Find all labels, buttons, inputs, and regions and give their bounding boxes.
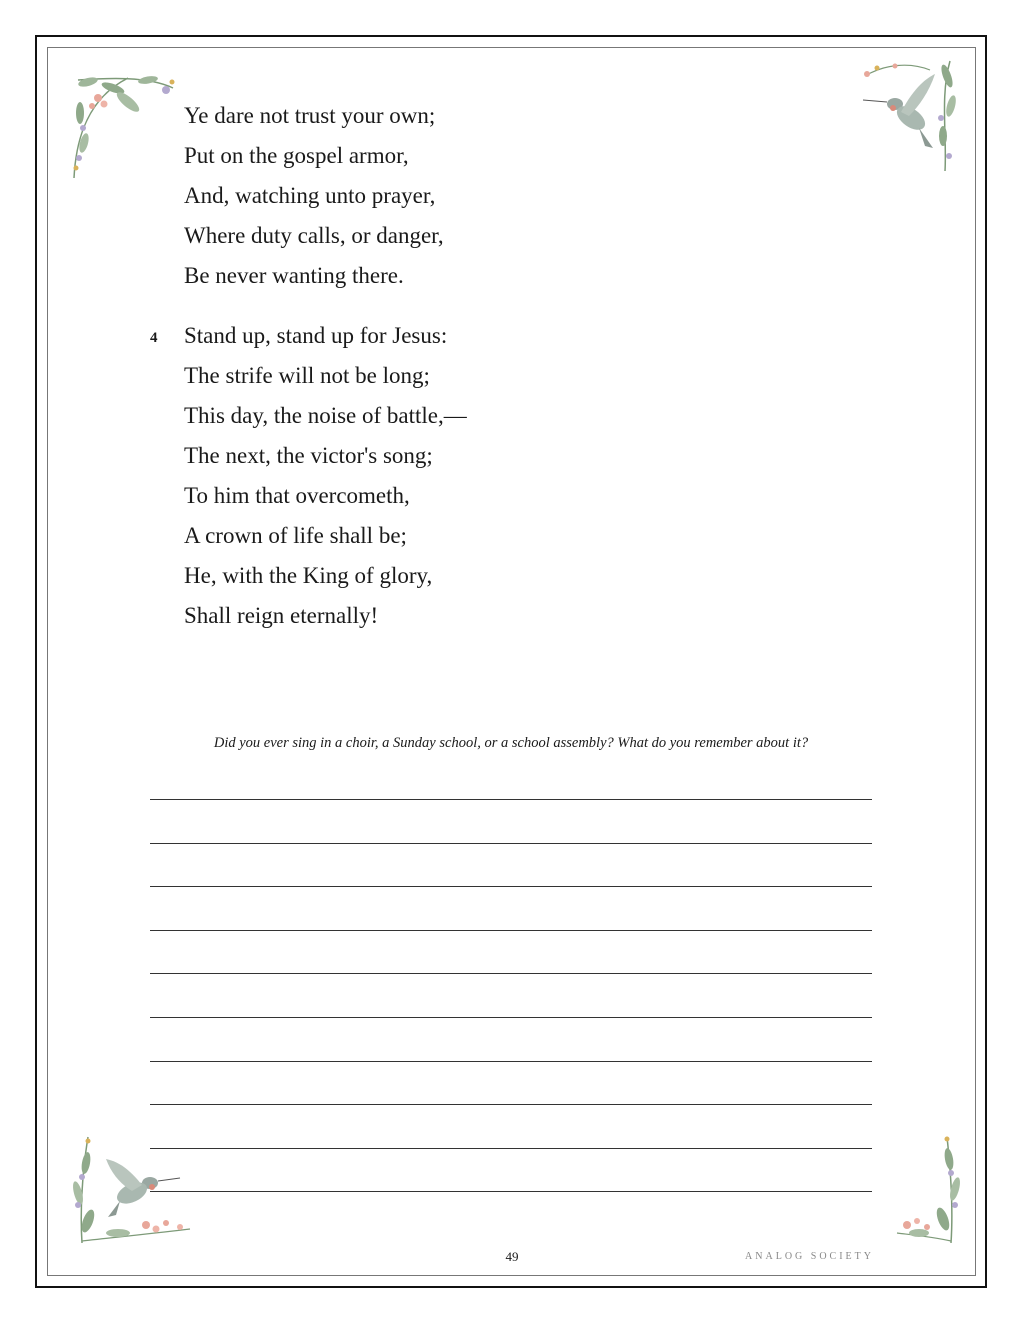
page-number: 49 [505,1249,519,1264]
stanza-number: 4 [150,330,158,346]
hummingbird-icon [68,1133,193,1245]
writing-line[interactable] [150,886,872,887]
verse-line: To him that overcometh, [184,483,410,508]
verse-line: Put on the gospel armor, [184,143,409,168]
verse-line: Ye dare not trust your own; [184,103,436,128]
verse-line: This day, the noise of battle,— [184,403,467,428]
verse-line: Where duty calls, or danger, [184,223,444,248]
writing-line[interactable] [150,1191,872,1192]
writing-line[interactable] [150,843,872,844]
verse-line: Stand up, stand up for Jesus: [184,323,448,348]
floral-corner-icon [68,68,178,183]
writing-line[interactable] [150,799,872,800]
hummingbird-icon [855,56,960,176]
verse-line: The next, the victor's song; [184,443,433,468]
verse-line: And, watching unto prayer, [184,183,436,208]
writing-line[interactable] [150,1061,872,1062]
brand-name: ANALOG SOCIETY [745,1251,874,1262]
journal-prompt: Did you ever sing in a choir, a Sunday school, or a school assembly? What do you remember about it? [213,735,809,751]
floral-corner-icon [893,1133,963,1245]
writing-line[interactable] [150,930,872,931]
writing-line[interactable] [150,1017,872,1018]
writing-line[interactable] [150,973,872,974]
verse-line: Be never wanting there. [184,263,404,288]
writing-line[interactable] [150,1148,872,1149]
verse-line: He, with the King of glory, [184,563,433,588]
verse-line: The strife will not be long; [184,363,430,388]
verse-line: A crown of life shall be; [184,523,407,548]
writing-line[interactable] [150,1104,872,1105]
verse-line: Shall reign eternally! [184,603,379,628]
